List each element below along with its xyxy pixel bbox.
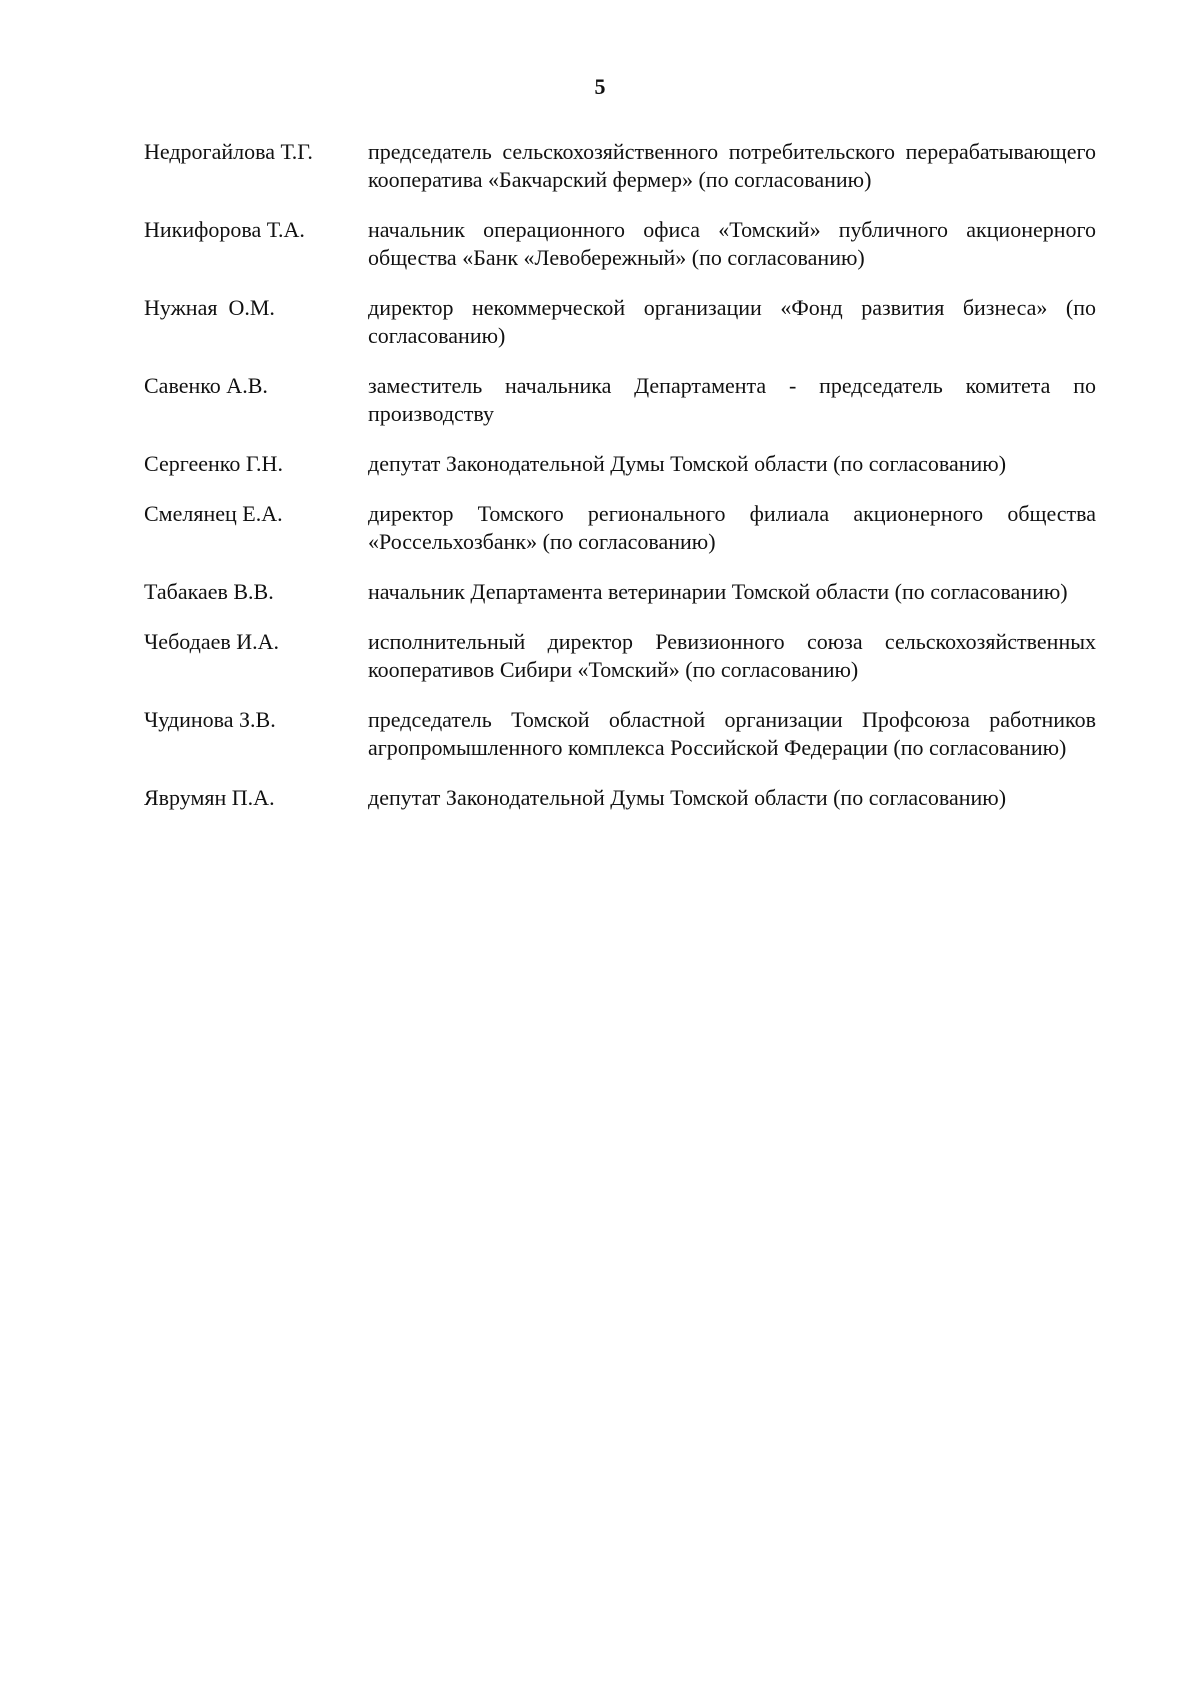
- member-role: начальник Департамента ветеринарии Томской области (по согласованию): [368, 579, 1068, 604]
- member-role: председатель сельскохозяйственного потребительского перерабатывающего кооператива «Бакчарский фермер» (по согласованию): [368, 139, 1096, 192]
- member-name: Яврумян П.А.: [144, 785, 275, 810]
- member-role: директор некоммерческой организации «Фонд развития бизнеса» (по согласованию): [368, 295, 1096, 348]
- member-role: заместитель начальника Департамента - председатель комитета по производству: [368, 373, 1096, 426]
- member-role: председатель Томской областной организации Профсоюза работников агропромышленного комплекса Российской Федерации (по согласованию): [368, 707, 1096, 760]
- member-row: [144, 578, 1096, 606]
- member-row: [144, 500, 1096, 556]
- member-name: Никифорова Т.А.: [144, 217, 305, 242]
- member-name: Нужная О.М.: [144, 295, 275, 320]
- member-row: [144, 784, 1096, 812]
- member-name: Чудинова З.В.: [144, 707, 276, 732]
- member-role: депутат Законодательной Думы Томской области (по согласованию): [368, 451, 1007, 476]
- member-row: [144, 706, 1096, 762]
- member-name: Савенко А.В.: [144, 373, 268, 398]
- page-number: 5: [594, 74, 606, 99]
- member-list: [144, 138, 1096, 834]
- member-role: депутат Законодательной Думы Томской области (по согласованию): [368, 785, 1007, 810]
- member-row: [144, 216, 1096, 272]
- member-name: Смелянец Е.А.: [144, 501, 283, 526]
- member-name: Табакаев В.В.: [144, 579, 274, 604]
- member-name: Чебодаев И.А.: [144, 629, 280, 654]
- member-role: начальник операционного офиса «Томский» публичного акционерного общества «Банк «Левобережный» (по согласованию): [368, 217, 1096, 270]
- member-row: [144, 372, 1096, 428]
- member-role: исполнительный директор Ревизионного союза сельскохозяйственных кооперативов Сибири «Томский» (по согласованию): [368, 629, 1096, 682]
- member-row: [144, 450, 1096, 478]
- member-name: Недрогайлова Т.Г.: [144, 139, 313, 164]
- member-row: [144, 138, 1096, 194]
- member-role: директор Томского регионального филиала акционерного общества «Россельхозбанк» (по согласованию): [368, 501, 1096, 554]
- member-row: [144, 294, 1096, 350]
- member-name: Сергеенко Г.Н.: [144, 451, 283, 476]
- member-row: [144, 628, 1096, 684]
